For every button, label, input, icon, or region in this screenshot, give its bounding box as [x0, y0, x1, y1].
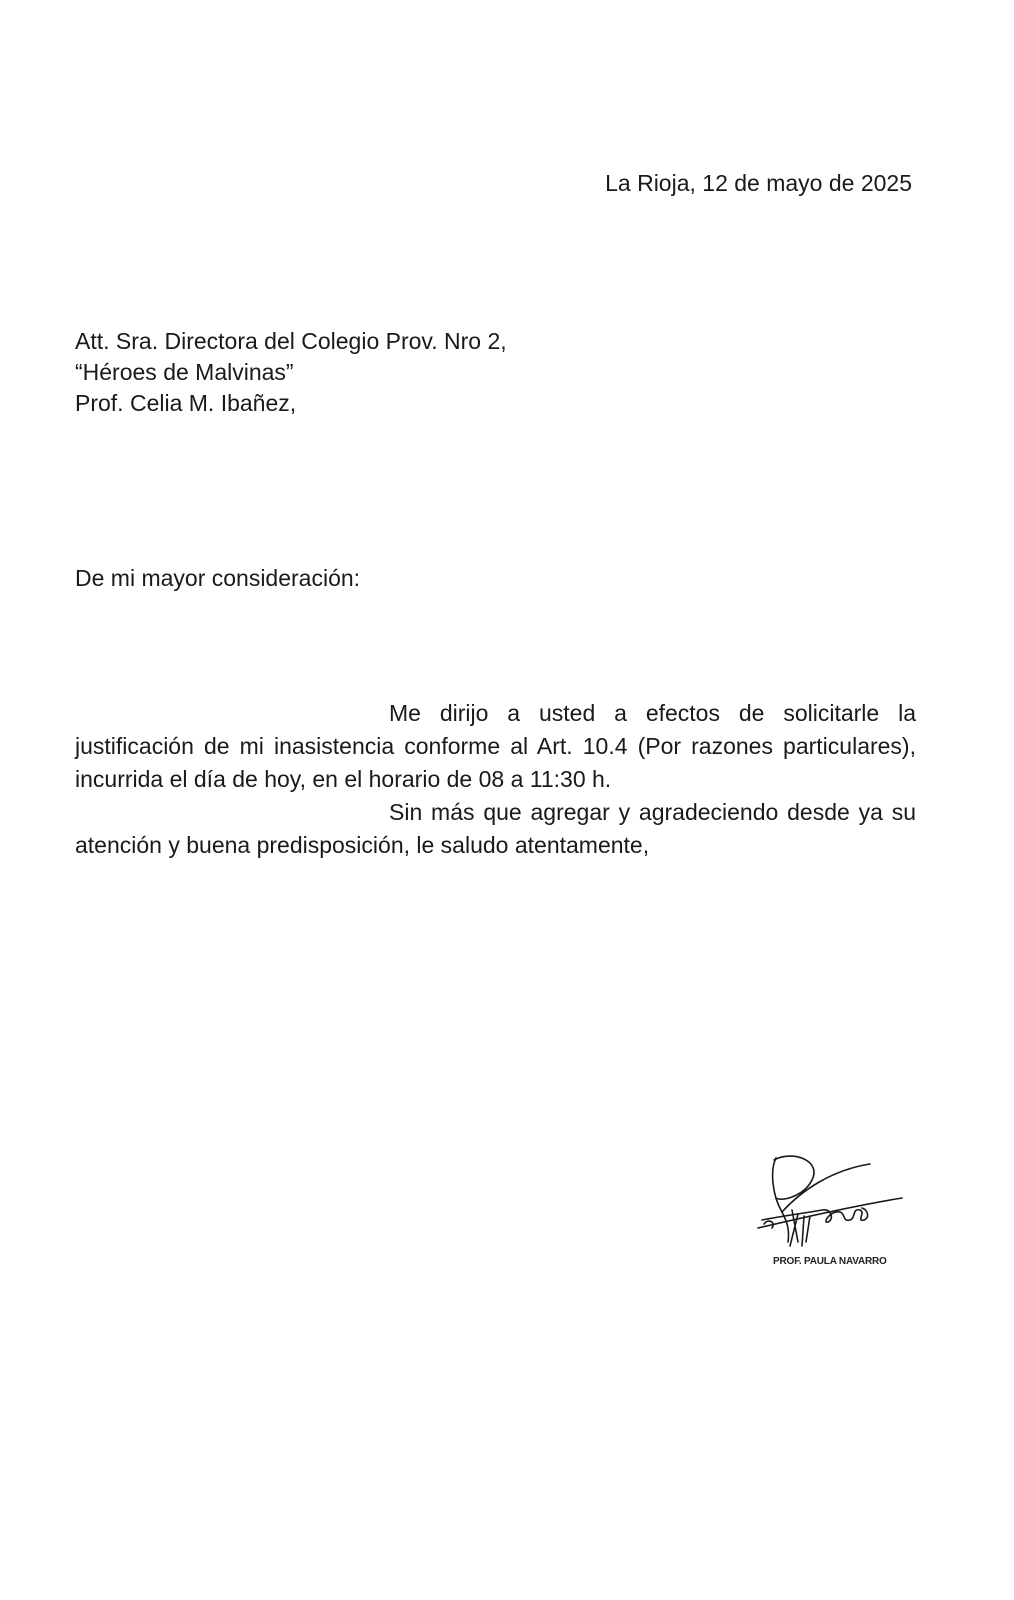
- recipient-line: Prof. Celia M. Ibañez,: [75, 390, 297, 416]
- signature-stamp-text: PROF. PAULA NAVARRO: [773, 1256, 887, 1267]
- salutation: De mi mayor consideración:: [75, 565, 361, 591]
- handwritten-signature: [752, 1150, 912, 1260]
- recipient-line: Att. Sra. Directora del Colegio Prov. Nro 2,: [75, 328, 507, 354]
- body-paragraph: Me dirijo a usted a efectos de solicitarle la justificación de mi inasistencia conforme al Art. 10.4 (Por razones particulares), incurrida el día de hoy, en el horario de 08 a 11:30 h.: [75, 700, 916, 792]
- recipient-block: [75, 326, 507, 419]
- date-line: La Rioja, 12 de mayo de 2025: [605, 170, 912, 196]
- body-paragraph: Sin más que agregar y agradeciendo desde ya su atención y buena predisposición, le saludo atentamente,: [75, 799, 916, 858]
- letter-body: [75, 697, 916, 862]
- recipient-line: “Héroes de Malvinas”: [75, 359, 294, 385]
